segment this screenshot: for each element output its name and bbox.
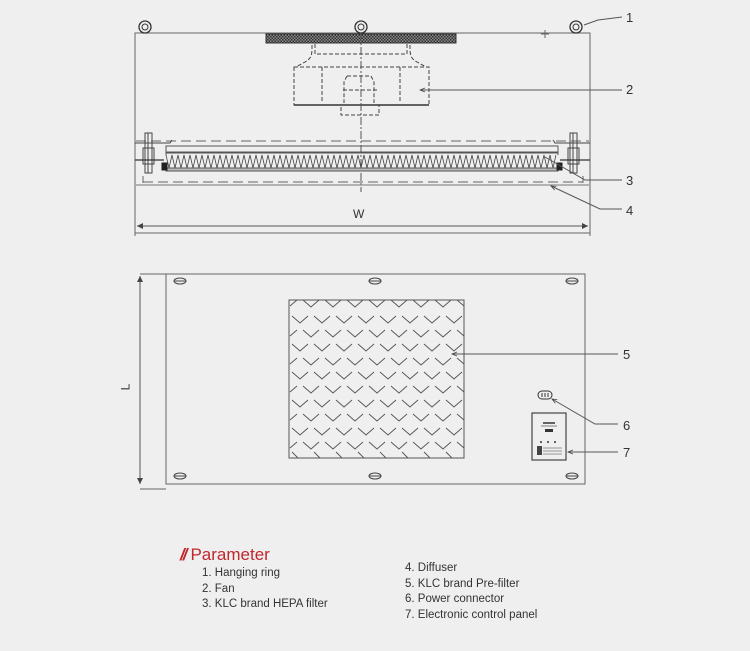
housing-outline [135,33,590,233]
parameter-item: 4. Diffuser [405,562,458,574]
callout-4: 4 [626,203,634,218]
parameter-heading [180,545,270,565]
front-callout-leaders [420,17,622,209]
width-dimension-label: W [353,207,365,221]
length-dimension-label: L [118,383,133,391]
parameter-title: Parameter [190,545,270,564]
callout-1: 1 [626,10,634,25]
top-callout-leaders [452,354,618,452]
control-panel-icon [532,413,566,460]
screw-icons [174,278,578,479]
hanging-ring-icon [139,21,582,33]
parameter-item: 6. Power connector [405,593,505,605]
hepa-filter [162,146,562,171]
pre-filter-grille [289,300,464,458]
parameter-item: 7. Electronic control panel [405,608,538,621]
front-view [135,17,622,236]
callout-7: 7 [623,445,631,460]
slash-icon: // [180,545,186,564]
grille-pattern [290,300,464,458]
callout-6: 6 [623,418,631,433]
parameter-item: 2. Fan [202,582,235,595]
parameter-item: 5. KLC brand Pre-filter [405,577,520,590]
parameter-list-left [202,566,328,613]
top-view [140,274,618,489]
callout-3: 3 [626,173,634,188]
callout-2: 2 [626,82,634,97]
power-connector-icon [538,391,552,399]
parameter-item: 1. Hanging ring [202,567,280,579]
parameter-legend [180,545,270,565]
callout-5: 5 [623,347,631,362]
parameter-list-right [405,561,537,623]
parameter-item: 3. KLC brand HEPA filter [202,598,328,610]
